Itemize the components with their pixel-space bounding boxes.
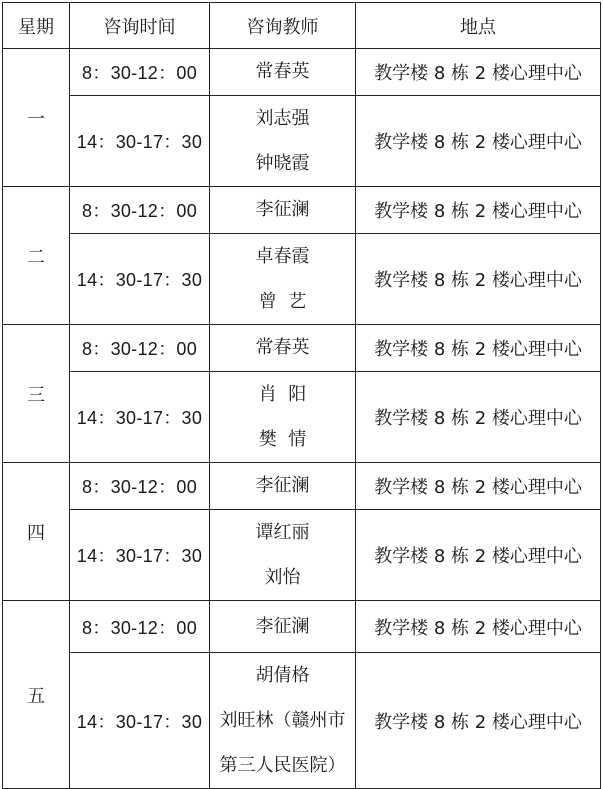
header-weekday: 星期 — [3, 3, 70, 49]
weekday-cell: 一 — [3, 49, 70, 187]
table-row — [3, 510, 601, 601]
table-row — [3, 187, 601, 234]
teacher-name: 刘旺林（赣州市 — [219, 710, 346, 731]
table-row — [3, 325, 601, 372]
teacher-name: 第三人民医院） — [219, 755, 346, 776]
teacher-name: 刘志强 — [255, 108, 310, 129]
location-cell: 教学楼 8 栋 2 楼心理中心 — [356, 187, 601, 234]
consultation-schedule-table — [2, 2, 601, 789]
time-cell: 8：30-12：00 — [70, 601, 210, 653]
teacher-cell — [210, 96, 356, 187]
time-cell: 14：30-17：30 — [70, 96, 210, 187]
teacher-name: 樊 情 — [258, 429, 307, 450]
teacher-cell — [210, 187, 356, 234]
teacher-cell — [210, 325, 356, 372]
time-cell: 14：30-17：30 — [70, 510, 210, 601]
teacher-name: 李征澜 — [255, 199, 310, 220]
weekday-cell: 三 — [3, 325, 70, 463]
location-cell: 教学楼 8 栋 2 楼心理中心 — [356, 234, 601, 325]
location-cell: 教学楼 8 栋 2 楼心理中心 — [356, 463, 601, 510]
location-cell: 教学楼 8 栋 2 楼心理中心 — [356, 601, 601, 653]
teacher-name: 卓春霞 — [255, 246, 310, 267]
teacher-name: 常春英 — [255, 337, 310, 358]
teacher-name: 谭红丽 — [255, 522, 310, 543]
weekday-cell: 二 — [3, 187, 70, 325]
header-row — [3, 3, 601, 49]
table-row — [3, 49, 601, 96]
table-row — [3, 653, 601, 789]
table-row — [3, 601, 601, 653]
time-cell: 14：30-17：30 — [70, 234, 210, 325]
table-row — [3, 234, 601, 325]
header-teacher: 咨询教师 — [210, 3, 356, 49]
time-cell: 14：30-17：30 — [70, 653, 210, 789]
teacher-name: 常春英 — [255, 61, 310, 82]
time-cell: 8：30-12：00 — [70, 49, 210, 96]
teacher-name: 曾 艺 — [258, 291, 307, 312]
weekday-cell: 四 — [3, 463, 70, 601]
teacher-name: 钟晓霞 — [255, 153, 310, 174]
teacher-cell — [210, 234, 356, 325]
location-cell: 教学楼 8 栋 2 楼心理中心 — [356, 325, 601, 372]
table-row — [3, 96, 601, 187]
teacher-name: 李征澜 — [255, 475, 310, 496]
teacher-cell — [210, 510, 356, 601]
table-row — [3, 463, 601, 510]
teacher-cell — [210, 463, 356, 510]
teacher-cell — [210, 601, 356, 653]
teacher-cell — [210, 372, 356, 463]
weekday-cell: 五 — [3, 601, 70, 789]
teacher-cell — [210, 653, 356, 789]
location-cell: 教学楼 8 栋 2 楼心理中心 — [356, 653, 601, 789]
location-cell: 教学楼 8 栋 2 楼心理中心 — [356, 510, 601, 601]
teacher-name: 胡倩格 — [255, 665, 310, 686]
teacher-name: 刘怡 — [264, 567, 301, 588]
location-cell: 教学楼 8 栋 2 楼心理中心 — [356, 96, 601, 187]
teacher-cell — [210, 49, 356, 96]
time-cell: 14：30-17：30 — [70, 372, 210, 463]
time-cell: 8：30-12：00 — [70, 325, 210, 372]
teacher-name: 肖 阳 — [258, 384, 307, 405]
header-location: 地点 — [356, 3, 601, 49]
header-time: 咨询时间 — [70, 3, 210, 49]
table-row — [3, 372, 601, 463]
teacher-name: 李征澜 — [255, 615, 310, 637]
time-cell: 8：30-12：00 — [70, 187, 210, 234]
time-cell: 8：30-12：00 — [70, 463, 210, 510]
location-cell: 教学楼 8 栋 2 楼心理中心 — [356, 49, 601, 96]
location-cell: 教学楼 8 栋 2 楼心理中心 — [356, 372, 601, 463]
